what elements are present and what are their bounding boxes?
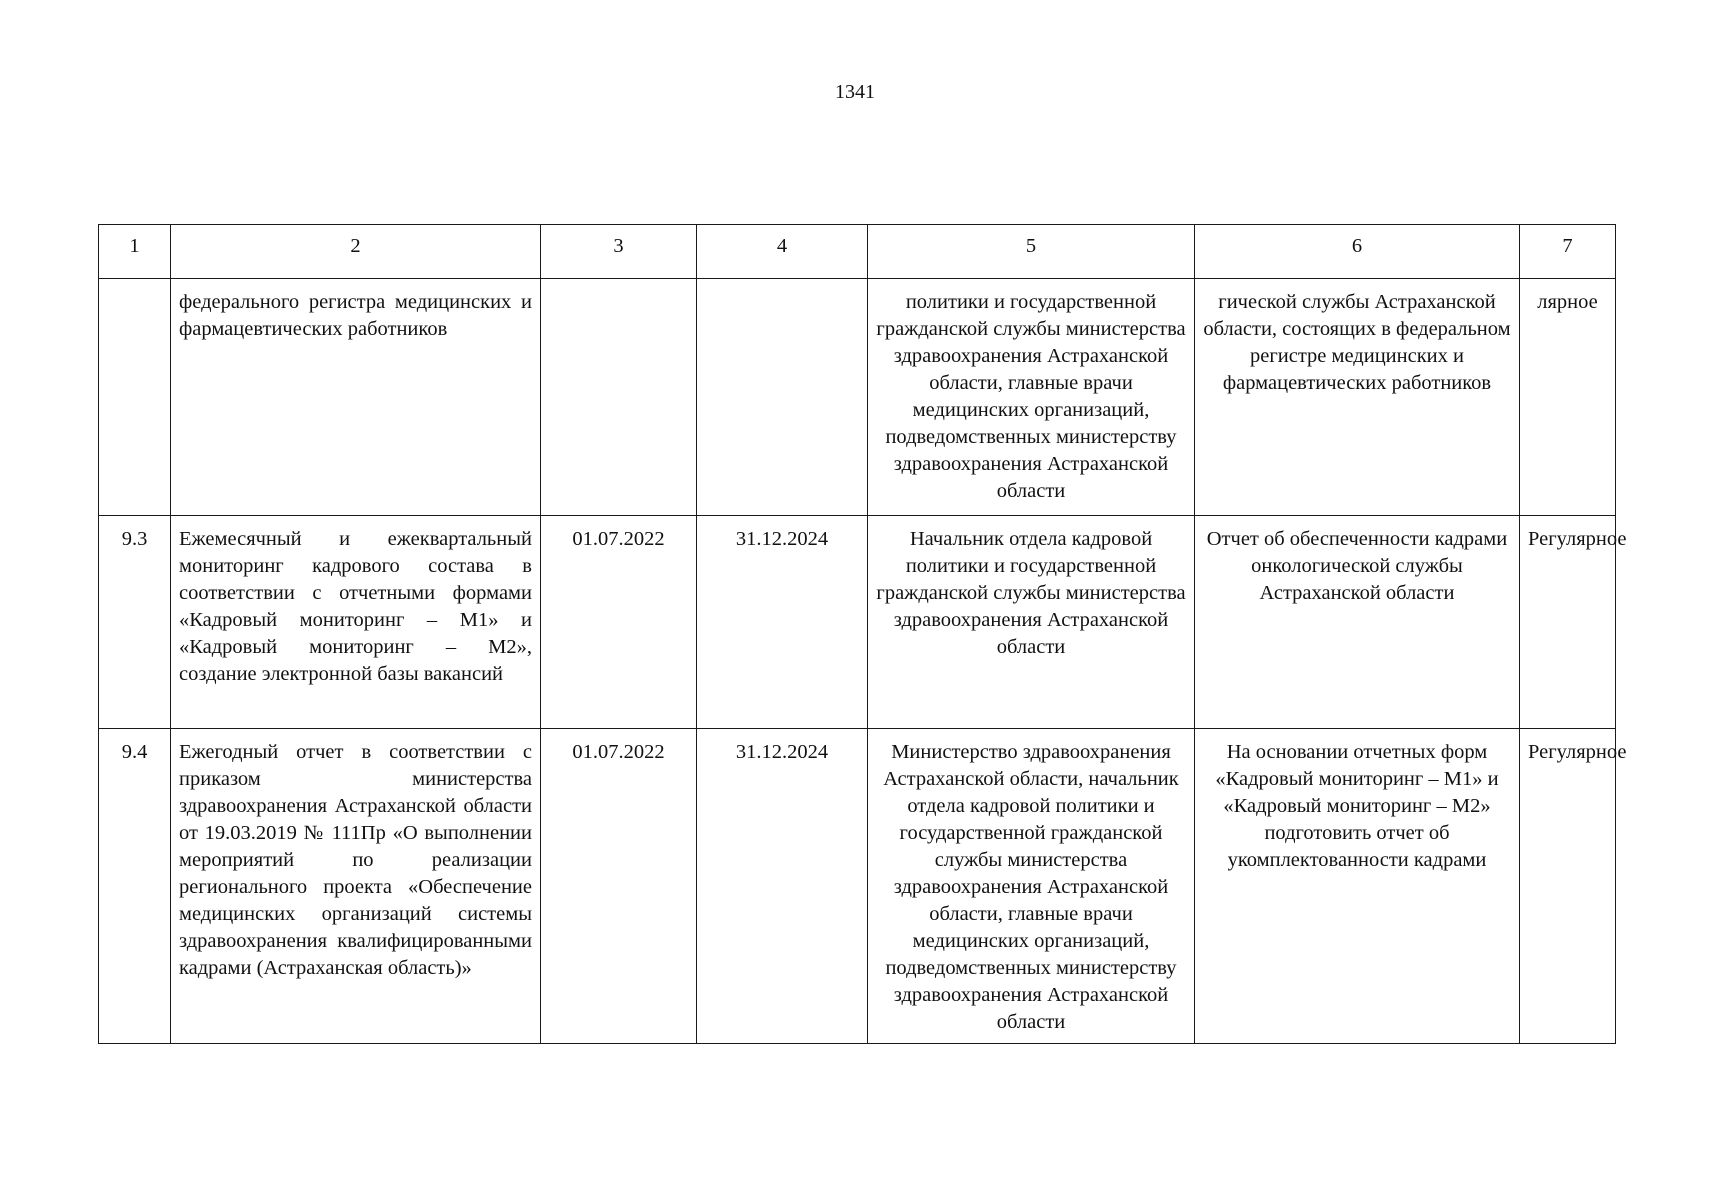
table-row <box>99 516 1616 729</box>
item-number-cell: 9.3 <box>99 516 171 729</box>
type-cell: лярное <box>1520 279 1616 516</box>
start-date-cell <box>541 279 697 516</box>
column-header: 3 <box>541 225 697 279</box>
column-header: 1 <box>99 225 171 279</box>
end-date-cell: 31.12.2024 <box>697 516 868 729</box>
column-header: 2 <box>171 225 541 279</box>
start-date-cell: 01.07.2022 <box>541 516 697 729</box>
result-cell: Отчет об обеспеченности кадрами онкологической службы Астраханской области <box>1195 516 1520 729</box>
table-row <box>99 729 1616 1044</box>
column-header: 4 <box>697 225 868 279</box>
responsible-cell: политики и государственной гражданской службы министерства здравоохранения Астраханской области, главные врачи медицинских организаций, подведомственных министерству здравоохранения Астраханской области <box>868 279 1195 516</box>
end-date-cell: 31.12.2024 <box>697 729 868 1044</box>
type-cell: Регулярное <box>1520 729 1616 1044</box>
column-header: 6 <box>1195 225 1520 279</box>
end-date-cell <box>697 279 868 516</box>
table-row <box>99 279 1616 516</box>
page-number: 1341 <box>835 81 875 103</box>
result-cell: гической службы Астраханской области, состоящих в федеральном регистре медицинских и фармацевтических работников <box>1195 279 1520 516</box>
item-number-cell: 9.4 <box>99 729 171 1044</box>
result-cell: На основании отчетных форм «Кадровый мониторинг – М1» и «Кадровый мониторинг – М2» подготовить отчет об укомплектованности кадрами <box>1195 729 1520 1044</box>
start-date-cell: 01.07.2022 <box>541 729 697 1044</box>
table-header-row <box>99 225 1616 279</box>
item-number-cell <box>99 279 171 516</box>
responsible-cell: Начальник отдела кадровой политики и государственной гражданской службы министерства здравоохранения Астраханской области <box>868 516 1195 729</box>
type-cell: Регулярное <box>1520 516 1616 729</box>
activity-table <box>98 224 1627 1044</box>
column-header: 5 <box>868 225 1195 279</box>
responsible-cell: Министерство здравоохранения Астраханской области, начальник отдела кадровой политики и государственной гражданской службы министерства здравоохранения Астраханской области, главные врачи медицинских организаций, подведомственных министерству здравоохранения Астраханской области <box>868 729 1195 1044</box>
column-header: 7 <box>1520 225 1616 279</box>
event-cell: Ежегодный отчет в соответствии с приказом министерства здравоохранения Астраханской области от 19.03.2019 № 111Пр «О выполнении мероприятий по реализации регионального проекта «Обеспечение медицинских организаций системы здравоохранения квалифицированными кадрами (Астраханская область)» <box>171 729 541 1044</box>
event-cell: федерального регистра медицинских и фармацевтических работников <box>171 279 541 516</box>
event-cell: Ежемесячный и ежеквартальный мониторинг кадрового состава в соответствии с отчетными формами «Кадровый мониторинг – М1» и «Кадровый мониторинг – М2», создание электронной базы вакансий <box>171 516 541 729</box>
